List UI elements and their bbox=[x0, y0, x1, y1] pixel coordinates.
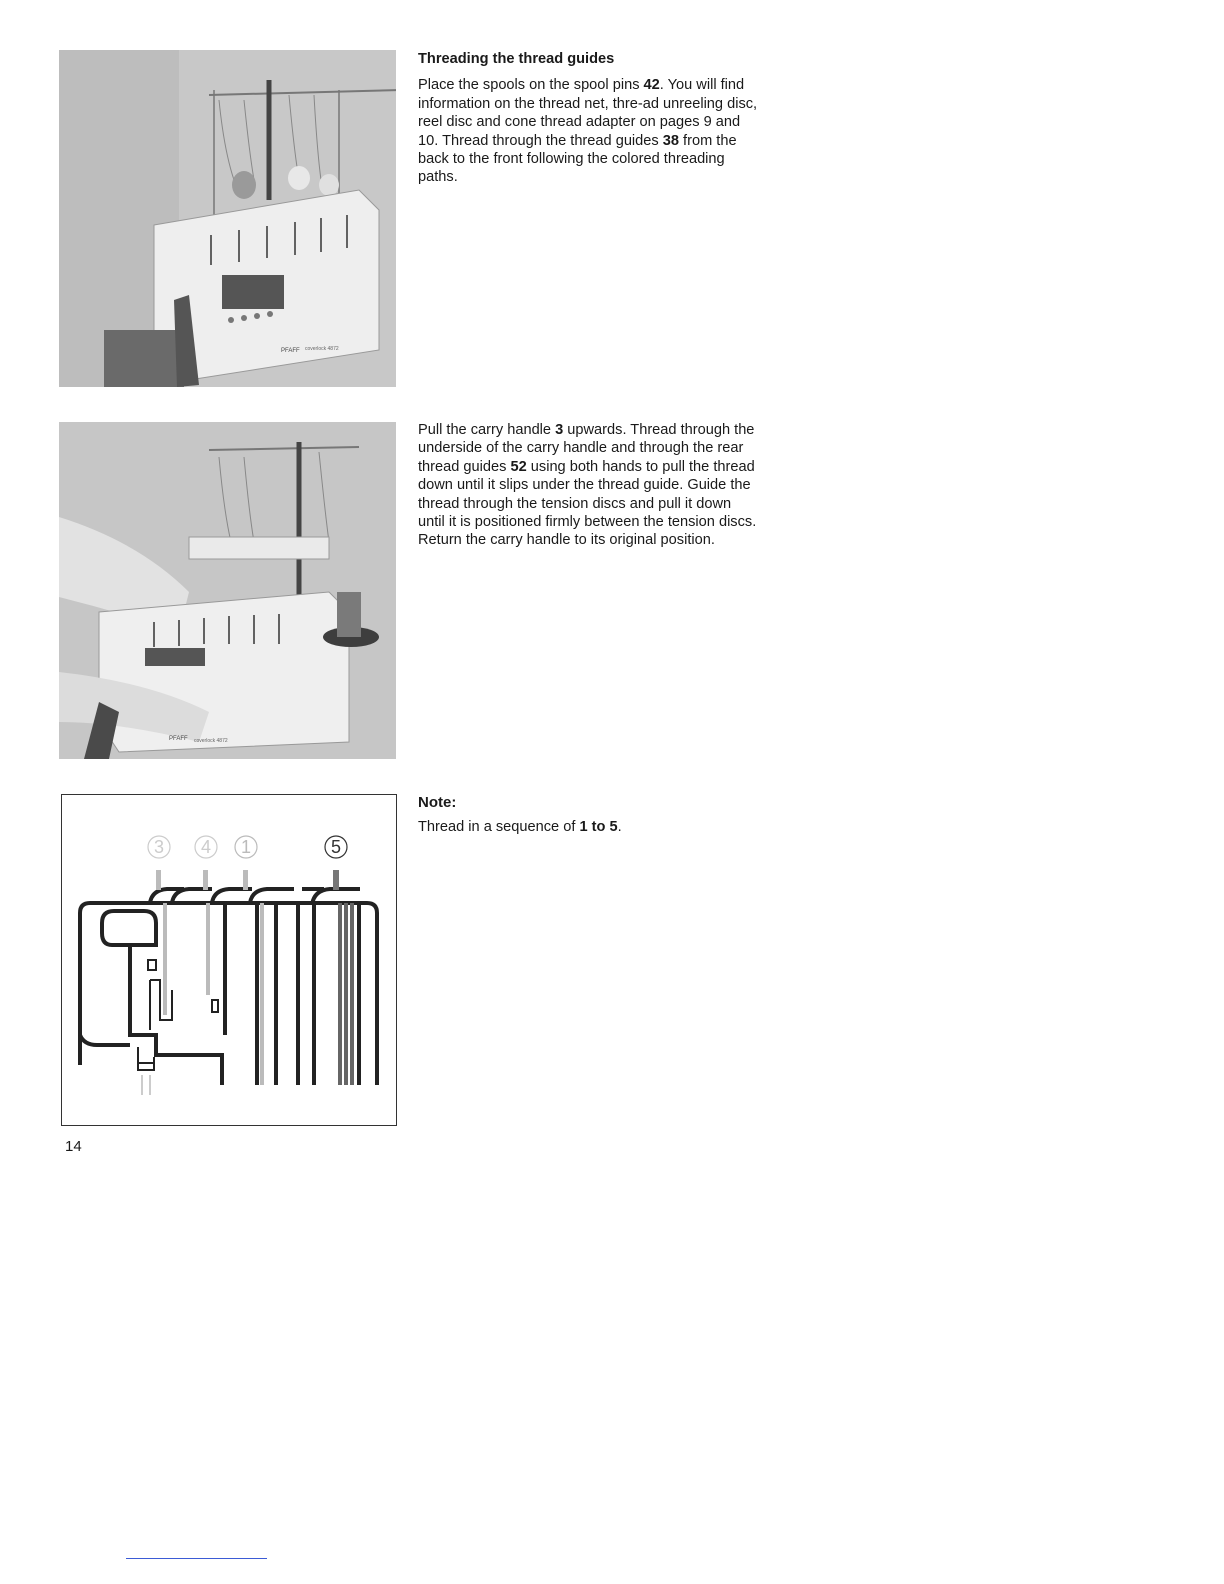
machine-illustration-1 bbox=[59, 50, 396, 387]
note-paragraph bbox=[418, 818, 758, 836]
page-number: 14 bbox=[65, 1138, 82, 1155]
photo2-brand-label: PFAFF bbox=[169, 736, 188, 742]
section1-run-4: from the back to the front following the colored threading paths. bbox=[418, 132, 737, 186]
photo2-model-label: coverlock 4872 bbox=[194, 738, 228, 744]
note-run-2: . bbox=[617, 819, 622, 836]
section-heading: Threading the thread guides bbox=[418, 51, 615, 67]
footer-rule bbox=[126, 1558, 267, 1559]
circle-label-3: 3 bbox=[153, 837, 165, 857]
section2-run-2: upwards. Thread through the underside of the carry handle and through the rear thread guides bbox=[418, 422, 755, 475]
section1-run-0: Place the spools on the spool pins bbox=[418, 77, 644, 94]
section2-run-1: 3 bbox=[555, 422, 564, 438]
note-run-1: 1 to 5 bbox=[579, 819, 618, 836]
photo-spools-thread-guides bbox=[59, 50, 396, 387]
circle-label-5: 5 bbox=[330, 837, 342, 857]
section2-run-3: 52 bbox=[510, 458, 527, 475]
threading-diagram bbox=[61, 794, 397, 1126]
section-note bbox=[418, 794, 758, 837]
photo-carry-handle bbox=[59, 422, 396, 759]
section2-run-4: using both hands to pull the thread down until it slips under the thread guide. Guide the thread through the tension discs and pull it down until it is positioned firmly between the tension discs. Return the carry handle to its original position. bbox=[418, 458, 757, 549]
section2-run-0: Pull the carry handle bbox=[418, 422, 556, 438]
photo1-brand-label: PFAFF bbox=[281, 348, 300, 354]
section2-paragraph bbox=[418, 421, 758, 550]
section1-paragraph bbox=[418, 76, 758, 186]
note-heading: Note: bbox=[418, 794, 457, 811]
circle-label-4: 4 bbox=[200, 837, 212, 857]
section-threading-guides bbox=[418, 50, 758, 187]
machine-illustration-2 bbox=[59, 422, 396, 759]
circle-label-1: 1 bbox=[240, 837, 252, 857]
photo1-model-label: coverlock 4872 bbox=[305, 346, 339, 352]
section1-run-3: 38 bbox=[662, 132, 679, 149]
threading-diagram-svg bbox=[62, 795, 395, 1124]
section-carry-handle bbox=[418, 421, 758, 550]
section1-run-2: . You will find information on the thread net, thre-ad unreeling disc, reel disc and cone thread adapter on pages 9 and 10. Thread through the thread guides bbox=[418, 77, 758, 149]
note-run-0: Thread in a sequence of bbox=[418, 819, 580, 836]
section1-run-1: 42 bbox=[643, 77, 660, 94]
